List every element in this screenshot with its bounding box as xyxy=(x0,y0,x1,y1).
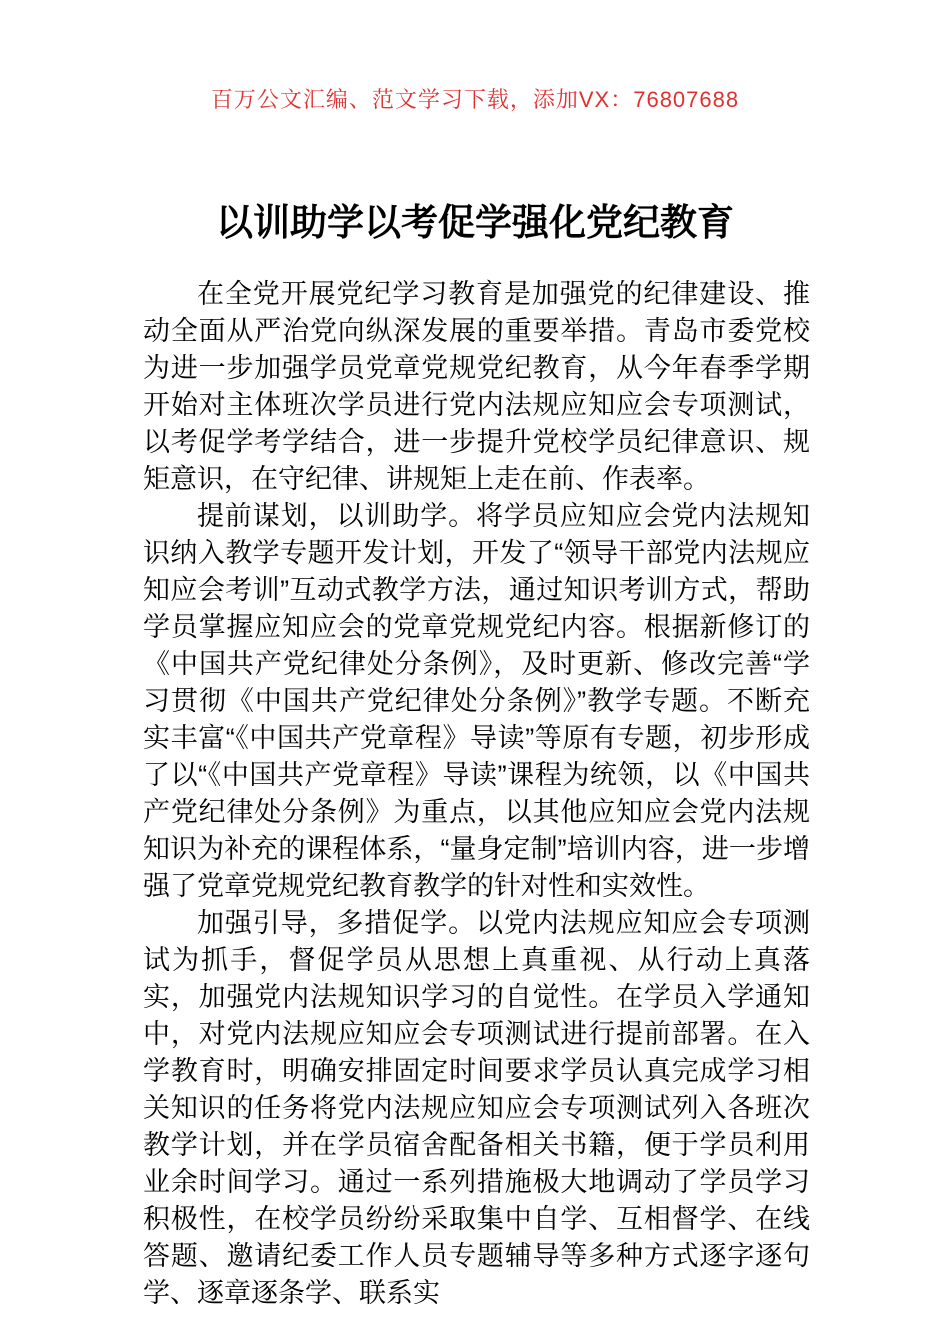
document-title: 以训助学以考促学强化党纪教育 xyxy=(216,201,734,243)
document-body xyxy=(143,276,810,1312)
paragraph: 提前谋划，以训助学。将学员应知应会党内法规知识纳入教学专题开发计划，开发了“领导干部党内法规应知应会考训”互动式教学方法，通过知识考训方式，帮助学员掌握应知应会的党章党规党纪内容。根据新修订的《中国共产党纪律处分条例》，及时更新、修改完善“学习贯彻《中国共产党纪律处分条例》”教学专题。不断充实丰富“《中国共产党章程》导读”等原有专题，初步形成了以“《中国共产党章程》导读”课程为统领，以《中国共产党纪律处分条例》为重点，以其他应知应会党内法规知识为补充的课程体系，“量身定制”培训内容，进一步增强了党章党规党纪教育教学的针对性和实效性。 xyxy=(143,501,810,901)
watermark-header: 百万公文汇编、范文学习下载，添加VX：76807688 xyxy=(210,87,740,112)
paragraph: 在全党开展党纪学习教育是加强党的纪律建设、推动全面从严治党向纵深发展的重要举措。青岛市委党校为进一步加强学员党章党规党纪教育，从今年春季学期开始对主体班次学员进行党内法规应知应会专项测试，以考促学考学结合，进一步提升党校学员纪律意识、规矩意识，在守纪律、讲规矩上走在前、作表率。 xyxy=(143,279,810,494)
paragraph: 加强引导，多措促学。以党内法规应知应会专项测试为抓手，督促学员从思想上真重视、从行动上真落实，加强党内法规知识学习的自觉性。在学员入学通知中，对党内法规应知应会专项测试进行提前部署。在入学教育时，明确安排固定时间要求学员认真完成学习相关知识的任务将党内法规应知应会专项测试列入各班次教学计划，并在学员宿舍配备相关书籍，便于学员利用业余时间学习。通过一系列措施极大地调动了学员学习积极性，在校学员纷纷采取集中自学、互相督学、在线答题、邀请纪委工作人员专题辅导等多种方式逐字逐句学、逐章逐条学、联系实 xyxy=(143,908,810,1308)
